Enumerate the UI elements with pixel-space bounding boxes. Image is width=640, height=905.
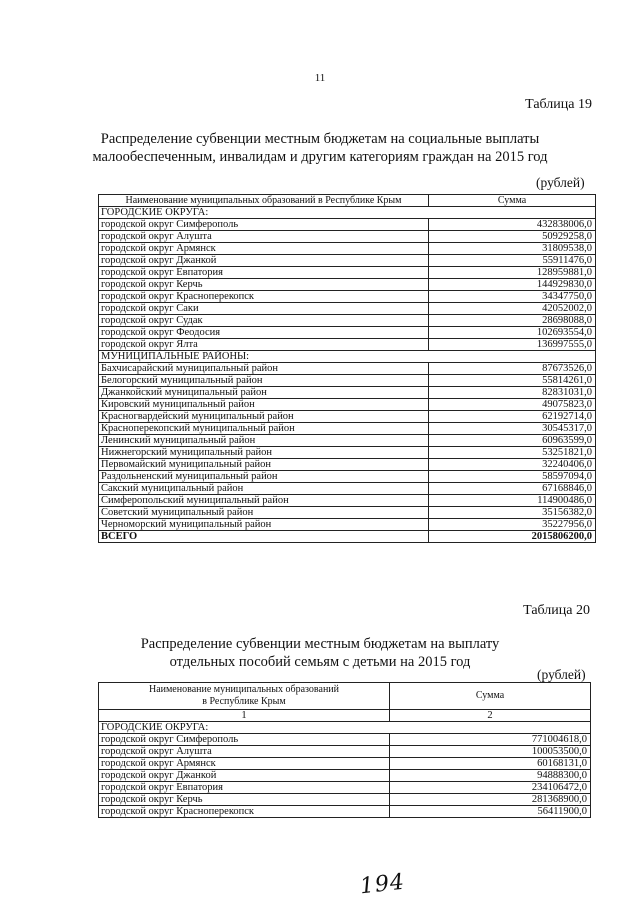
table-row [99,447,596,459]
municipality-name: Красноперекопский муниципальный район [99,423,429,435]
column-index-row [99,710,591,722]
table-19-label: Таблица 19 [525,97,592,112]
amount-value: 49075823,0 [429,399,596,411]
amount-value: 60168131,0 [390,758,591,770]
amount-value: 114900486,0 [429,495,596,507]
amount-value: 67168846,0 [429,483,596,495]
amount-value: 128959881,0 [429,267,596,279]
amount-value: 30545317,0 [429,423,596,435]
header-name-line-1: Наименование муниципальных образований [148,684,340,695]
table-19-title-line-1: Распределение субвенции местным бюджетам на социальные выплаты [100,131,540,147]
amount-value: 42052002,0 [429,303,596,315]
table-row [99,782,591,794]
table-row [99,471,596,483]
column-index-1: 1 [99,710,390,722]
municipality-name: городской округ Алушта [99,746,390,758]
table-row [99,507,596,519]
municipality-name: городской округ Красноперекопск [99,291,429,303]
municipality-name: городской округ Саки [99,303,429,315]
amount-value: 94888300,0 [390,770,591,782]
table-row [99,279,596,291]
table-row [99,519,596,531]
header-sum-cell: Сумма [429,195,596,207]
municipality-name: городской округ Джанкой [99,255,429,267]
municipality-name: Первомайский муниципальный район [99,459,429,471]
municipality-name: Черноморский муниципальный район [99,519,429,531]
municipality-name: городской округ Красноперекопск [99,806,390,818]
municipality-name: городской округ Армянск [99,243,429,255]
section-row [99,351,596,363]
amount-value: 35156382,0 [429,507,596,519]
municipality-name: городской округ Керчь [99,279,429,291]
municipality-name: городской округ Армянск [99,758,390,770]
amount-value: 771004618,0 [390,734,591,746]
table-20 [98,682,591,818]
municipality-name: Джанкойский муниципальный район [99,387,429,399]
municipality-name: городской округ Алушта [99,231,429,243]
table-row [99,267,596,279]
section-row [99,207,596,219]
amount-value: 87673526,0 [429,363,596,375]
header-name-cell [99,683,390,710]
table-row [99,375,596,387]
municipality-name: городской округ Феодосия [99,327,429,339]
table-row [99,387,596,399]
table-19-title-line-2: малообеспеченным, инвалидам и другим категориям граждан на 2015 год [92,149,548,165]
municipality-name: городской округ Симферополь [99,734,390,746]
municipality-name: городской округ Керчь [99,794,390,806]
table-row [99,339,596,351]
table-row [99,459,596,471]
header-sum-cell: Сумма [390,683,591,710]
table-row [99,794,591,806]
header-name-line-2: в Республике Крым [202,696,286,707]
table-20-unit: (рублей) [537,667,586,682]
table-row [99,411,596,423]
table-row [99,423,596,435]
municipality-name: Красногвардейский муниципальный район [99,411,429,423]
amount-value: 281368900,0 [390,794,591,806]
amount-value: 432838006,0 [429,219,596,231]
amount-value: 34347750,0 [429,291,596,303]
table-row [99,315,596,327]
amount-value: 82831031,0 [429,387,596,399]
table-row [99,758,591,770]
table-20-title-line-2: отдельных пособий семьям с детьми на 2015 год [169,654,471,670]
municipality-name: городской округ Джанкой [99,770,390,782]
municipality-name: городской округ Ялта [99,339,429,351]
municipality-name: ВСЕГО [99,531,429,543]
amount-value: 53251821,0 [429,447,596,459]
table-19 [98,194,596,543]
amount-value: 136997555,0 [429,339,596,351]
table-row [99,734,591,746]
total-row [99,531,596,543]
municipality-name: Раздольненский муниципальный район [99,471,429,483]
amount-value: 60963599,0 [429,435,596,447]
table-row [99,770,591,782]
table-row [99,495,596,507]
amount-value: 50929258,0 [429,231,596,243]
amount-value: 102693554,0 [429,327,596,339]
table-19-unit: (рублей) [536,175,585,190]
column-index-2: 2 [390,710,591,722]
table-header-row [99,195,596,207]
table-row [99,291,596,303]
section-heading: ГОРОДСКИЕ ОКРУГА: [99,722,591,734]
municipality-name: городской округ Евпатория [99,782,390,794]
municipality-name: Симферопольский муниципальный район [99,495,429,507]
page-number: 11 [314,72,326,84]
amount-value: 32240406,0 [429,459,596,471]
municipality-name: Сакский муниципальный район [99,483,429,495]
amount-value: 56411900,0 [390,806,591,818]
municipality-name: Нижнегорский муниципальный район [99,447,429,459]
amount-value: 58597094,0 [429,471,596,483]
amount-value: 31809538,0 [429,243,596,255]
section-heading: МУНИЦИПАЛЬНЫЕ РАЙОНЫ: [99,351,596,363]
table-20-label: Таблица 20 [523,603,590,618]
amount-value: 62192714,0 [429,411,596,423]
header-name-cell: Наименование муниципальных образований в Республике Крым [99,195,429,207]
amount-value: 2015806200,0 [429,531,596,543]
table-row [99,363,596,375]
section-heading: ГОРОДСКИЕ ОКРУГА: [99,207,596,219]
amount-value: 35227956,0 [429,519,596,531]
municipality-name: Кировский муниципальный район [99,399,429,411]
table-row [99,746,591,758]
amount-value: 144929830,0 [429,279,596,291]
table-20-title-line-1: Распределение субвенции местным бюджетам на выплату [140,636,500,652]
municipality-name: Ленинский муниципальный район [99,435,429,447]
municipality-name: городской округ Судак [99,315,429,327]
table-row [99,303,596,315]
table-row [99,243,596,255]
municipality-name: городской округ Евпатория [99,267,429,279]
municipality-name: Белогорский муниципальный район [99,375,429,387]
municipality-name: Бахчисарайский муниципальный район [99,363,429,375]
amount-value: 234106472,0 [390,782,591,794]
municipality-name: городской округ Симферополь [99,219,429,231]
table-header-row [99,683,591,710]
amount-value: 55814261,0 [429,375,596,387]
amount-value: 28698088,0 [429,315,596,327]
table-row [99,327,596,339]
section-row [99,722,591,734]
table-row [99,231,596,243]
table-row [99,255,596,267]
table-row [99,483,596,495]
amount-value: 100053500,0 [390,746,591,758]
amount-value: 55911476,0 [429,255,596,267]
handwritten-page-mark: 194 [358,869,407,900]
table-row [99,399,596,411]
table-row [99,806,591,818]
table-row [99,435,596,447]
table-row [99,219,596,231]
municipality-name: Советский муниципальный район [99,507,429,519]
